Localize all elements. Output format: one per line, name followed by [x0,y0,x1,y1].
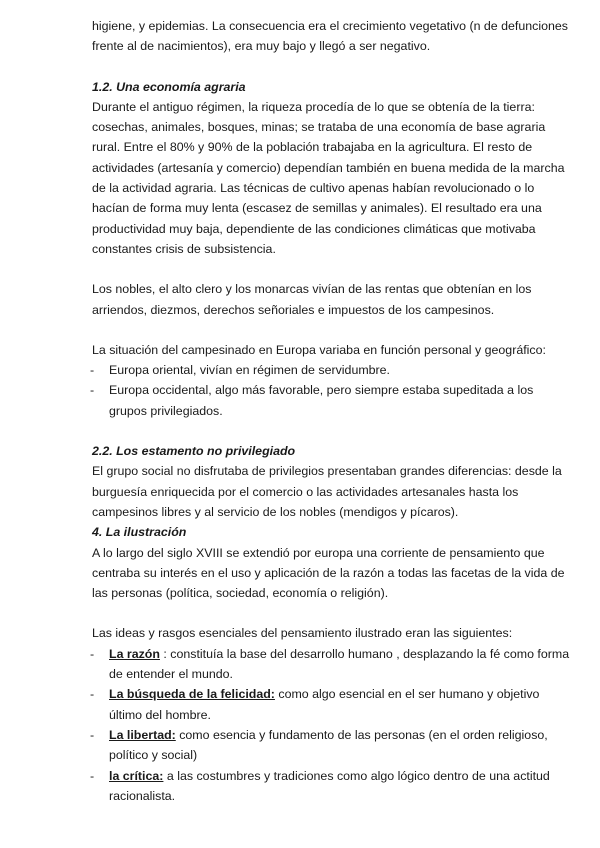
paragraph-ilustracion: A lo largo del siglo XVIII se extendió por europa una corriente de pensamiento que centraba su interés en el uso y aplicación de la razón a todas las facetas de la vida de las personas (política, sociedad, economía o religión). [92,545,565,601]
list-item: - Europa occidental, algo más favorable, pero siempre estaba supeditada a los grupos privilegiados. [92,380,570,421]
spacer [92,603,570,623]
paragraph-no-privilegiado: El grupo social no disfrutaba de privilegios presentaban grandes diferencias: desde la burguesía enriquecida por el comercio o las actividades artesanales hasta los campesinos libres y al servicio de los nobles (mendigos y pícaros). [92,464,562,519]
paragraph-intro: higiene, y epidemias. La consecuencia era el crecimiento vegetativo (n de defunciones frente al de nacimientos), era muy bajo y llegó a ser negativo. [92,19,568,54]
spacer [92,320,570,340]
term-felicidad: La búsqueda de la felicidad: [109,687,275,702]
term-description: a las costumbres y tradiciones como algo lógico dentro de una actitud racionalista. [109,768,550,803]
ideas-list [92,644,570,806]
paragraph-economia-agraria: Durante el antiguo régimen, la riqueza procedía de lo que se obtenía de la tierra: cosechas, animales, bosques, minas; se trataba de una economía de base agraria rural. Entre el 80% y 90% de la población trabajaba en la agricultura. El resto de actividades (artesanía y comercio) dependían también en buena medida de la marcha de la actividad agraria. Las técnicas de cultivo apenas habían revolucionado o lo hacían de forma muy lenta (escasez de semillas y animales). El resultado era una productividad muy baja, dependiente de las condiciones climáticas que motivaba constantes crisis de subsistencia. [92,99,565,256]
term-razon: La razón [109,646,160,661]
campesinado-list [92,360,570,421]
term-description: como algo esencial en el ser humano y objetivo último del hombre. [109,687,540,722]
term-description: como esencia y fundamento de las personas (en el orden religioso, político y social) [109,727,548,763]
list-item: - Europa oriental, vivían en régimen de servidumbre. [92,360,570,380]
term-libertad: La libertad: [109,727,176,742]
section-heading-no-privilegiado: 2.2. Los estamento no privilegiado [92,444,296,459]
list-item [92,725,570,766]
list-item [92,644,570,685]
section-heading-ilustracion: 4. La ilustración [92,525,187,540]
term-description: : constituía la base del desarrollo humano , desplazando la fé como forma de entender el mundo. [109,646,570,682]
term-critica: la crítica: [109,768,164,783]
spacer [92,259,570,279]
paragraph-campesinado: La situación del campesinado en Europa variaba en función personal y geográfico: [92,342,546,357]
spacer [92,421,570,441]
paragraph-nobles: Los nobles, el alto clero y los monarcas vivían de las rentas que obtenían en los arriendos, diezmos, derechos señoriales e impuestos de los campesinos. [92,282,532,317]
list-item [92,766,570,807]
paragraph-ideas: Las ideas y rasgos esenciales del pensamiento ilustrado eran las siguientes: [92,626,513,641]
list-item [92,684,570,725]
section-heading-economia-agraria: 1.2. Una economía agraria [92,79,246,94]
spacer [92,57,570,77]
document-page [92,16,570,806]
